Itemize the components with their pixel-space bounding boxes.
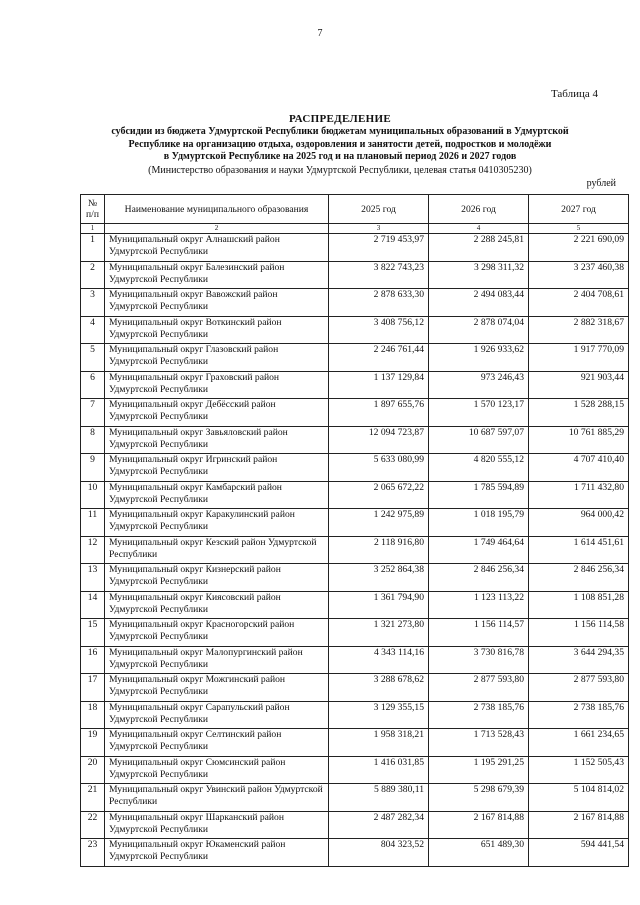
amount-2025: 1 361 794,90 (329, 591, 429, 619)
header-name: Наименование муниципального образования (105, 195, 329, 224)
amount-2027: 2 877 593,80 (529, 674, 629, 702)
table-row (81, 756, 629, 784)
table-row (81, 426, 629, 454)
table-row (81, 289, 629, 317)
municipality-name: Муниципальный округ Киясовский район Удмуртской Республики (105, 591, 329, 619)
amount-2026: 2 877 593,80 (429, 674, 529, 702)
row-number: 6 (81, 371, 105, 399)
header-number-pp: п/п (86, 209, 99, 220)
table-row (81, 591, 629, 619)
amount-2026: 651 489,30 (429, 839, 529, 867)
municipality-name: Муниципальный округ Алнашский район Удмуртской Республики (105, 234, 329, 262)
municipality-name: Муниципальный округ Сюмсинский район Удмуртской Республики (105, 756, 329, 784)
table-row (81, 784, 629, 812)
table-row (81, 316, 629, 344)
table-row (81, 674, 629, 702)
amount-2025: 3 252 864,38 (329, 564, 429, 592)
amount-2025: 2 487 282,34 (329, 811, 429, 839)
amount-2026: 2 738 185,76 (429, 701, 529, 729)
amount-2026: 2 288 245,81 (429, 234, 529, 262)
municipality-name: Муниципальный округ Игринский район Удмуртской Республики (105, 454, 329, 482)
table-row (81, 729, 629, 757)
column-number: 1 (81, 224, 105, 234)
row-number: 20 (81, 756, 105, 784)
amount-2026: 1 926 933,62 (429, 344, 529, 372)
row-number: 16 (81, 646, 105, 674)
amount-2026: 2 494 083,44 (429, 289, 529, 317)
column-number-row (81, 224, 629, 234)
table-row (81, 811, 629, 839)
column-number: 2 (105, 224, 329, 234)
table-row (81, 839, 629, 867)
municipality-name: Муниципальный округ Красногорский район Удмуртской Республики (105, 619, 329, 647)
table-row (81, 261, 629, 289)
municipality-name: Муниципальный округ Дебёсский район Удмуртской Республики (105, 399, 329, 427)
amount-2025: 2 719 453,97 (329, 234, 429, 262)
municipality-name: Муниципальный округ Кизнерский район Удмуртской Республики (105, 564, 329, 592)
row-number: 3 (81, 289, 105, 317)
amount-2027: 5 104 814,02 (529, 784, 629, 812)
amount-2027: 594 441,54 (529, 839, 629, 867)
amount-2027: 2 882 318,67 (529, 316, 629, 344)
table-row (81, 619, 629, 647)
row-number: 15 (81, 619, 105, 647)
title-line: Республике на организацию отдыха, оздоровления и занятости детей, подростков и молодёжи (128, 138, 552, 150)
amount-2025: 3 129 355,15 (329, 701, 429, 729)
column-number: 5 (529, 224, 629, 234)
amount-2026: 1 570 123,17 (429, 399, 529, 427)
municipality-name: Муниципальный округ Кезский район Удмуртской Республики (105, 536, 329, 564)
amount-2027: 1 108 851,28 (529, 591, 629, 619)
amount-2025: 5 633 080,99 (329, 454, 429, 482)
row-number: 2 (81, 261, 105, 289)
table-row (81, 646, 629, 674)
header-number (81, 195, 105, 224)
amount-2025: 804 323,52 (329, 839, 429, 867)
amount-2025: 1 137 129,84 (329, 371, 429, 399)
amount-2026: 1 123 113,22 (429, 591, 529, 619)
table-body (81, 234, 629, 867)
row-number: 18 (81, 701, 105, 729)
municipality-name: Муниципальный округ Шарканский район Удмуртской Республики (105, 811, 329, 839)
header-2027: 2027 год (529, 195, 629, 224)
amount-2027: 1 156 114,58 (529, 619, 629, 647)
municipality-name: Муниципальный округ Можгинский район Удмуртской Республики (105, 674, 329, 702)
amount-2027: 1 152 505,43 (529, 756, 629, 784)
municipality-name: Муниципальный округ Вавожский район Удмуртской Республики (105, 289, 329, 317)
amount-2027: 1 614 451,61 (529, 536, 629, 564)
header-number-sign: № (87, 198, 98, 209)
amount-2026: 2 846 256,34 (429, 564, 529, 592)
table-row (81, 344, 629, 372)
amount-2026: 3 298 311,32 (429, 261, 529, 289)
amount-2025: 3 822 743,23 (329, 261, 429, 289)
amount-2027: 2 404 708,61 (529, 289, 629, 317)
amount-2025: 12 094 723,87 (329, 426, 429, 454)
amount-2027: 1 661 234,65 (529, 729, 629, 757)
amount-2026: 1 156 114,57 (429, 619, 529, 647)
amount-2027: 3 644 294,35 (529, 646, 629, 674)
amount-2026: 1 749 464,64 (429, 536, 529, 564)
amount-2025: 2 246 761,44 (329, 344, 429, 372)
row-number: 1 (81, 234, 105, 262)
column-number: 3 (329, 224, 429, 234)
amount-2025: 4 343 114,16 (329, 646, 429, 674)
row-number: 13 (81, 564, 105, 592)
row-number: 17 (81, 674, 105, 702)
row-number: 4 (81, 316, 105, 344)
table-row (81, 564, 629, 592)
amount-2027: 2 846 256,34 (529, 564, 629, 592)
table-label: Таблица 4 (550, 88, 598, 100)
municipality-name: Муниципальный округ Юкаменский район Удмуртской Республики (105, 839, 329, 867)
row-number: 14 (81, 591, 105, 619)
amount-2025: 1 242 975,89 (329, 509, 429, 537)
row-number: 19 (81, 729, 105, 757)
amount-2026: 973 246,43 (429, 371, 529, 399)
units-label: рублей (586, 178, 616, 189)
table-row (81, 399, 629, 427)
amount-2027: 4 707 410,40 (529, 454, 629, 482)
amount-2025: 3 408 756,12 (329, 316, 429, 344)
amount-2025: 5 889 380,11 (329, 784, 429, 812)
table-row (81, 509, 629, 537)
amount-2026: 4 820 555,12 (429, 454, 529, 482)
amount-2025: 1 958 318,21 (329, 729, 429, 757)
amount-2027: 10 761 885,29 (529, 426, 629, 454)
amount-2026: 3 730 816,78 (429, 646, 529, 674)
table-row (81, 481, 629, 509)
table-row (81, 454, 629, 482)
municipality-name: Муниципальный округ Глазовский район Удмуртской Республики (105, 344, 329, 372)
document-title (80, 112, 600, 177)
amount-2026: 2 878 074,04 (429, 316, 529, 344)
amount-2027: 1 917 770,09 (529, 344, 629, 372)
amount-2026: 2 167 814,88 (429, 811, 529, 839)
municipality-name: Муниципальный округ Камбарский район Удмуртской Республики (105, 481, 329, 509)
amount-2026: 1 785 594,89 (429, 481, 529, 509)
amount-2026: 10 687 597,07 (429, 426, 529, 454)
municipality-name: Муниципальный округ Воткинский район Удмуртской Республики (105, 316, 329, 344)
title-heading: РАСПРЕДЕЛЕНИЕ (289, 113, 391, 125)
municipality-name: Муниципальный округ Малопургинский район Удмуртской Республики (105, 646, 329, 674)
amount-2026: 1 195 291,25 (429, 756, 529, 784)
amount-2027: 921 903,44 (529, 371, 629, 399)
municipality-name: Муниципальный округ Селтинский район Удмуртской Республики (105, 729, 329, 757)
row-number: 23 (81, 839, 105, 867)
amount-2027: 964 000,42 (529, 509, 629, 537)
municipality-name: Муниципальный округ Каракулинский район Удмуртской Республики (105, 509, 329, 537)
column-number: 4 (429, 224, 529, 234)
table-header-row (81, 195, 629, 224)
municipality-name: Муниципальный округ Увинский район Удмуртской Республики (105, 784, 329, 812)
row-number: 11 (81, 509, 105, 537)
title-line: в Удмуртской Республике на 2025 год и на плановый период 2026 и 2027 годов (163, 151, 517, 162)
header-2026: 2026 год (429, 195, 529, 224)
amount-2027: 2 738 185,76 (529, 701, 629, 729)
row-number: 10 (81, 481, 105, 509)
amount-2025: 2 878 633,30 (329, 289, 429, 317)
amount-2026: 1 713 528,43 (429, 729, 529, 757)
row-number: 22 (81, 811, 105, 839)
amount-2027: 3 237 460,38 (529, 261, 629, 289)
amount-2027: 1 711 432,80 (529, 481, 629, 509)
table-row (81, 536, 629, 564)
row-number: 8 (81, 426, 105, 454)
amount-2025: 3 288 678,62 (329, 674, 429, 702)
municipality-name: Муниципальный округ Завьяловский район Удмуртской Республики (105, 426, 329, 454)
amount-2027: 2 221 690,09 (529, 234, 629, 262)
row-number: 9 (81, 454, 105, 482)
amount-2025: 2 065 672,22 (329, 481, 429, 509)
row-number: 7 (81, 399, 105, 427)
amount-2025: 1 897 655,76 (329, 399, 429, 427)
amount-2025: 2 118 916,80 (329, 536, 429, 564)
row-number: 12 (81, 536, 105, 564)
amount-2026: 1 018 195,79 (429, 509, 529, 537)
table-row (81, 371, 629, 399)
header-2025: 2025 год (329, 195, 429, 224)
municipality-name: Муниципальный округ Сарапульский район Удмуртской Республики (105, 701, 329, 729)
table-row (81, 701, 629, 729)
municipality-name: Муниципальный округ Балезинский район Удмуртской Республики (105, 261, 329, 289)
amount-2027: 1 528 288,15 (529, 399, 629, 427)
row-number: 5 (81, 344, 105, 372)
amount-2027: 2 167 814,88 (529, 811, 629, 839)
title-line: субсидии из бюджета Удмуртской Республики бюджетам муниципальных образований в Удмуртской (111, 126, 569, 137)
amount-2025: 1 321 273,80 (329, 619, 429, 647)
table-row (81, 234, 629, 262)
distribution-table (80, 194, 629, 867)
municipality-name: Муниципальный округ Граховский район Удмуртской Республики (105, 371, 329, 399)
amount-2025: 1 416 031,85 (329, 756, 429, 784)
amount-2026: 5 298 679,39 (429, 784, 529, 812)
title-ministry-line: (Министерство образования и науки Удмуртской Республики, целевая статья 0410305230) (148, 164, 532, 176)
page-number: 7 (317, 28, 323, 39)
row-number: 21 (81, 784, 105, 812)
